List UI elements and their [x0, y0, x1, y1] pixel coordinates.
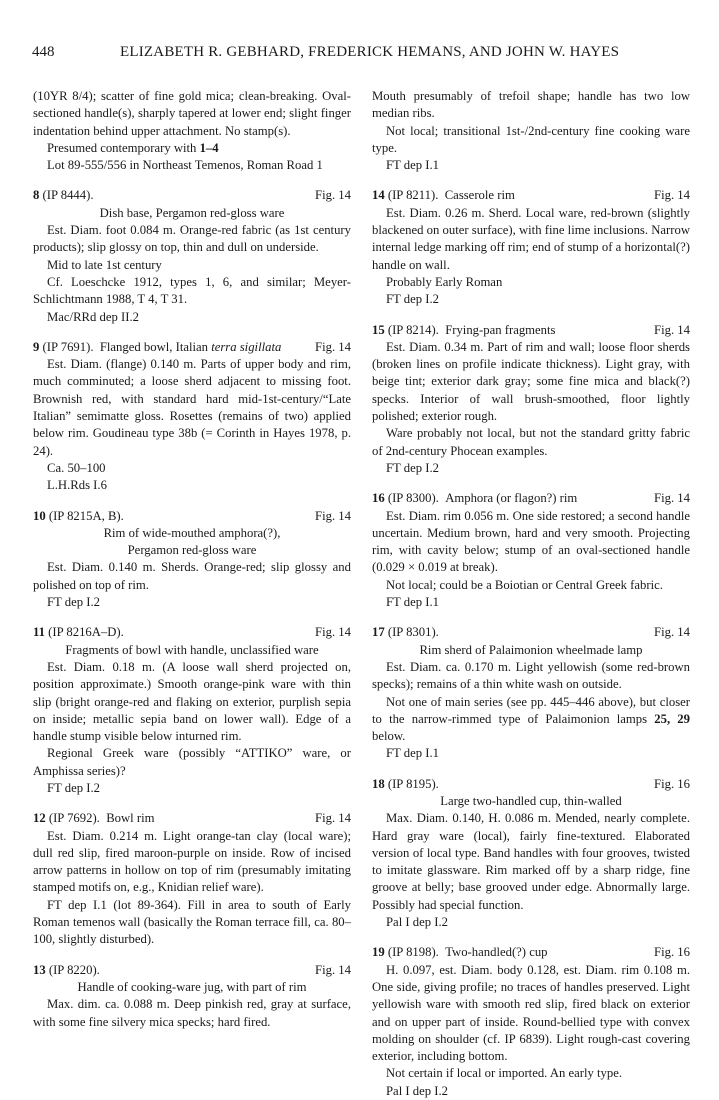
- entry-inventory: (IP 8215A, B).: [48, 508, 124, 523]
- entry-heading: [372, 490, 690, 507]
- entry-deposit: FT dep I.2: [47, 780, 100, 795]
- entry-number: 9: [33, 339, 40, 354]
- entry-continuation: [33, 88, 351, 174]
- figure-ref: Fig. 14: [654, 188, 690, 203]
- entry-body: Est. Diam. 0.18 m. (A loose wall sherd projected on, position approximate.) Smooth orange-pink ware with thin slip (bright orange-red and flaking on exterior, purplish sepia on inside; metallic sepia band on lower wall). Edge of a handle stump visible below inturned rim.: [33, 659, 351, 744]
- entry-inventory: (IP 7691).: [42, 339, 94, 354]
- entry-deposit: Pal I dep I.2: [386, 1083, 449, 1098]
- catalog-entry-14: [372, 187, 690, 308]
- entry-title: Pergamon red-gloss ware: [127, 543, 257, 558]
- catalog-ref: 25, 29: [654, 711, 690, 726]
- entry-number: 8: [33, 188, 40, 203]
- entry-date: Mid to late 1st century: [47, 257, 162, 272]
- figure-ref: Fig. 14: [654, 491, 690, 506]
- entry-title: Frying-pan fragments: [445, 322, 556, 337]
- entry-heading: [372, 944, 690, 961]
- entry-body: Est. Diam. ca. 0.170 m. Light yellowish (some red-brown specks); remains of a thin white wash on outside.: [372, 659, 690, 692]
- entry-deposit: Pal I dep I.2: [386, 915, 449, 930]
- entry-body: (10YR 8/4); scatter of fine gold mica; clean-breaking. Oval-sectioned handle(s), sharply tapered at lower end; slight finger indentation behind upper attachment. No stamp(s).: [33, 89, 351, 138]
- entry-inventory: (IP 8211).: [387, 188, 439, 203]
- figure-ref: Fig. 14: [315, 625, 351, 640]
- entry-heading: [33, 810, 351, 827]
- entry-number: 13: [33, 962, 46, 977]
- entry-note: Not local; could be a Boiotian or Central Greek fabric.: [386, 577, 663, 592]
- entry-deposit: FT dep I.1: [386, 158, 439, 173]
- catalog-entry-17: [372, 624, 690, 762]
- entry-note: Not local; transitional 1st-/2nd-century fine cooking ware type.: [372, 123, 690, 155]
- entry-title: Large two-handled cup, thin-walled: [440, 793, 622, 808]
- entry-inventory: (IP 8300).: [387, 491, 439, 506]
- entry-body: Est. Diam. rim 0.056 m. One side restored; a second handle uncertain. Medium brown, hard and very smooth. Projecting rim, with cavity below; stump of an oval-sectioned handle (0.029 × 0.019 at break).: [372, 508, 690, 575]
- entry-deposit: FT dep I.1: [386, 595, 439, 610]
- entry-note: Not one of main series (see pp. 445–446 above), but closer to the narrow-rimmed type of Palaimonion lamps 25, 29 below.: [372, 694, 690, 744]
- entry-inventory: (IP 8195).: [387, 776, 439, 791]
- entry-title-italic: terra sigillata: [211, 339, 282, 354]
- entry-number: 19: [372, 945, 385, 960]
- entry-deposit: Mac/RRd dep II.2: [47, 309, 139, 324]
- right-column: [372, 88, 690, 1100]
- entry-heading: [33, 508, 351, 525]
- entry-number: 10: [33, 508, 46, 523]
- catalog-entry-18: [372, 776, 690, 932]
- entry-date: Ca. 50–100: [47, 460, 106, 475]
- entry-body: Est. Diam. (flange) 0.140 m. Parts of upper body and rim, much comminuted; a loose sherd adjacent to missing foot. Brownish red, with standard hard mid-1st-century/“Late Italian” semimatte gloss. Rosettes (remains of two) applied below rim. Goudineau type 38b (= Corinth in Hayes 1978, p. 24).: [33, 357, 351, 458]
- entry-number: 17: [372, 625, 385, 640]
- entry-note: Presumed contemporary with 1–4: [47, 140, 219, 155]
- entry-title: Rim sherd of Palaimonion wheelmade lamp: [419, 642, 643, 657]
- entry-deposit: FT dep I.2: [386, 460, 439, 475]
- entry-title: Flanged bowl, Italian: [99, 339, 212, 354]
- entry-heading: [33, 339, 351, 356]
- entry-continuation: [372, 88, 690, 174]
- catalog-ref: 1–4: [199, 140, 219, 155]
- entry-title: Bowl rim: [106, 811, 155, 826]
- entry-heading: [372, 322, 690, 339]
- figure-ref: Fig. 14: [315, 811, 351, 826]
- left-column: [33, 88, 351, 1031]
- entry-title: Two-handled(?) cup: [445, 945, 548, 960]
- entry-inventory: (IP 8301).: [387, 625, 439, 640]
- entry-title: Amphora (or flagon?) rim: [445, 491, 578, 506]
- running-title: ELIZABETH R. GEBHARD, FREDERICK HEMANS, AND JOHN W. HAYES: [120, 44, 620, 60]
- entry-refs: Cf. Loeschcke 1912, types 1, 6, and similar; Meyer-Schlichtmann 1988, T 4, T 31.: [33, 274, 351, 307]
- entry-number: 15: [372, 322, 385, 337]
- entry-number: 16: [372, 491, 385, 506]
- entry-lot: Lot 89-555/556 in Northeast Temenos, Roman Road 1: [47, 158, 323, 173]
- catalog-entry-19: [372, 944, 690, 1100]
- catalog-entry-16: [372, 490, 690, 611]
- entry-number: 12: [33, 811, 46, 826]
- entry-deposit: L.H.Rds I.6: [47, 478, 107, 493]
- entry-number: 14: [372, 188, 385, 203]
- entry-heading: [372, 776, 690, 793]
- entry-heading: [33, 187, 351, 204]
- figure-ref: Fig. 14: [315, 339, 351, 354]
- entry-body: Mouth presumably of trefoil shape; handle has two low median ribs.: [372, 89, 690, 121]
- entry-deposit: FT dep I.2: [386, 292, 439, 307]
- entry-note: Ware probably not local, but not the standard gritty fabric of 2nd-century Phocean examples.: [372, 426, 690, 458]
- catalog-entry-8: [33, 187, 351, 325]
- catalog-entry-15: [372, 322, 690, 478]
- entry-body: H. 0.097, est. Diam. body 0.128, est. Diam. rim 0.108 m. One side, giving profile; no traces of handles preserved. Light yellowish ware with smooth red slip, fired black on exterior and on upper part of inside. Round-bellied type with convex molding on shoulder (cf. IP 6839). Light rough-cast covering exterior, including bottom.: [372, 962, 690, 1064]
- catalog-entry-11: [33, 624, 351, 797]
- entry-inventory: (IP 8216A–D).: [48, 625, 124, 640]
- figure-ref: Fig. 14: [315, 962, 351, 977]
- entry-inventory: (IP 8198).: [387, 945, 439, 960]
- entry-body: Est. Diam. foot 0.084 m. Orange-red fabric (as 1st century products); slip glossy on top, thin and dull on underside.: [33, 223, 351, 255]
- entry-heading: [33, 962, 351, 979]
- catalog-entry-10: [33, 508, 351, 612]
- entry-deposit: FT dep I.1: [386, 746, 439, 761]
- entry-number: 11: [33, 625, 45, 640]
- figure-ref: Fig. 16: [654, 776, 690, 791]
- figure-ref: Fig. 14: [315, 508, 351, 523]
- entry-body: Est. Diam. 0.214 m. Light orange-tan clay (local ware); dull red slip, fired maroon-purple on inside. Row of incised arrow patterns in hollow on top of rim (presumably imitating stamped motifs on, e.g., Knidian relief ware).: [33, 828, 351, 895]
- entry-title: Dish base, Pergamon red-gloss ware: [99, 205, 285, 220]
- entry-deposit: FT dep I.2: [47, 595, 100, 610]
- entry-heading: [372, 624, 690, 641]
- entry-deposit: FT dep I.1 (lot 89-364). Fill in area to south of Early Roman temenos wall (basically the Roman terrace fill, ca. 80–100, slightly disturbed).: [33, 897, 351, 947]
- entry-title: Fragments of bowl with handle, unclassified ware: [65, 642, 319, 657]
- entry-title: Handle of cooking-ware jug, with part of rim: [77, 979, 307, 994]
- entry-body: Est. Diam. 0.140 m. Sherds. Orange-red; slip glossy and polished on top of rim.: [33, 560, 351, 592]
- running-header: [32, 44, 692, 66]
- entry-title: Casserole rim: [444, 188, 515, 203]
- entry-inventory: (IP 8220).: [48, 962, 100, 977]
- entry-heading: [372, 187, 690, 204]
- catalog-entry-13: [33, 962, 351, 1031]
- entry-inventory: (IP 8214).: [387, 322, 439, 337]
- entry-inventory: (IP 7692).: [48, 811, 100, 826]
- entry-date: Probably Early Roman: [386, 274, 503, 289]
- figure-ref: Fig. 14: [654, 625, 690, 640]
- catalog-entry-9: [33, 339, 351, 495]
- entry-inventory: (IP 8444).: [42, 188, 94, 203]
- page-number: 448: [32, 44, 55, 60]
- entry-title: Rim of wide-mouthed amphora(?),: [103, 525, 281, 540]
- figure-ref: Fig. 14: [654, 322, 690, 337]
- catalog-entry-12: [33, 810, 351, 948]
- entry-number: 18: [372, 776, 385, 791]
- entry-body: Max. Diam. 0.140, H. 0.086 m. Mended, nearly complete. Hard gray ware (local), fairly fine-textured. Elaborated version of local type. Band handles with four grooves, twisted to imitate glassware. Rim marked off by a sharp ridge, fine groove at belly; base grooved under edge. Abnormally large. Possibly had special function.: [372, 811, 690, 912]
- figure-ref: Fig. 14: [315, 188, 351, 203]
- entry-body: Est. Diam. 0.34 m. Part of rim and wall; loose floor sherds (broken lines on profile indicate thickness). Light gray, with beige tint; exterior dark gray; some fine mica and black(?) specks. Interior of wall brush-smoothed, floor lightly polished; exterior rough.: [372, 339, 690, 424]
- entry-note: Not certain if local or imported. An early type.: [386, 1066, 623, 1081]
- entry-note: Regional Greek ware (possibly “ATTIKO” ware, or Amphissa series)?: [33, 746, 351, 778]
- figure-ref: Fig. 16: [654, 945, 690, 960]
- entry-body: Max. dim. ca. 0.088 m. Deep pinkish red, gray at surface, with some fine silvery mica specks; hard fired.: [33, 997, 351, 1029]
- entry-heading: [33, 624, 351, 641]
- entry-body: Est. Diam. 0.26 m. Sherd. Local ware, red-brown (slightly blackened on outer surface), with fine lime inclusions. Narrow internal ledge marking off rim; end of stump of a horizontal(?) handle on wall.: [372, 205, 690, 272]
